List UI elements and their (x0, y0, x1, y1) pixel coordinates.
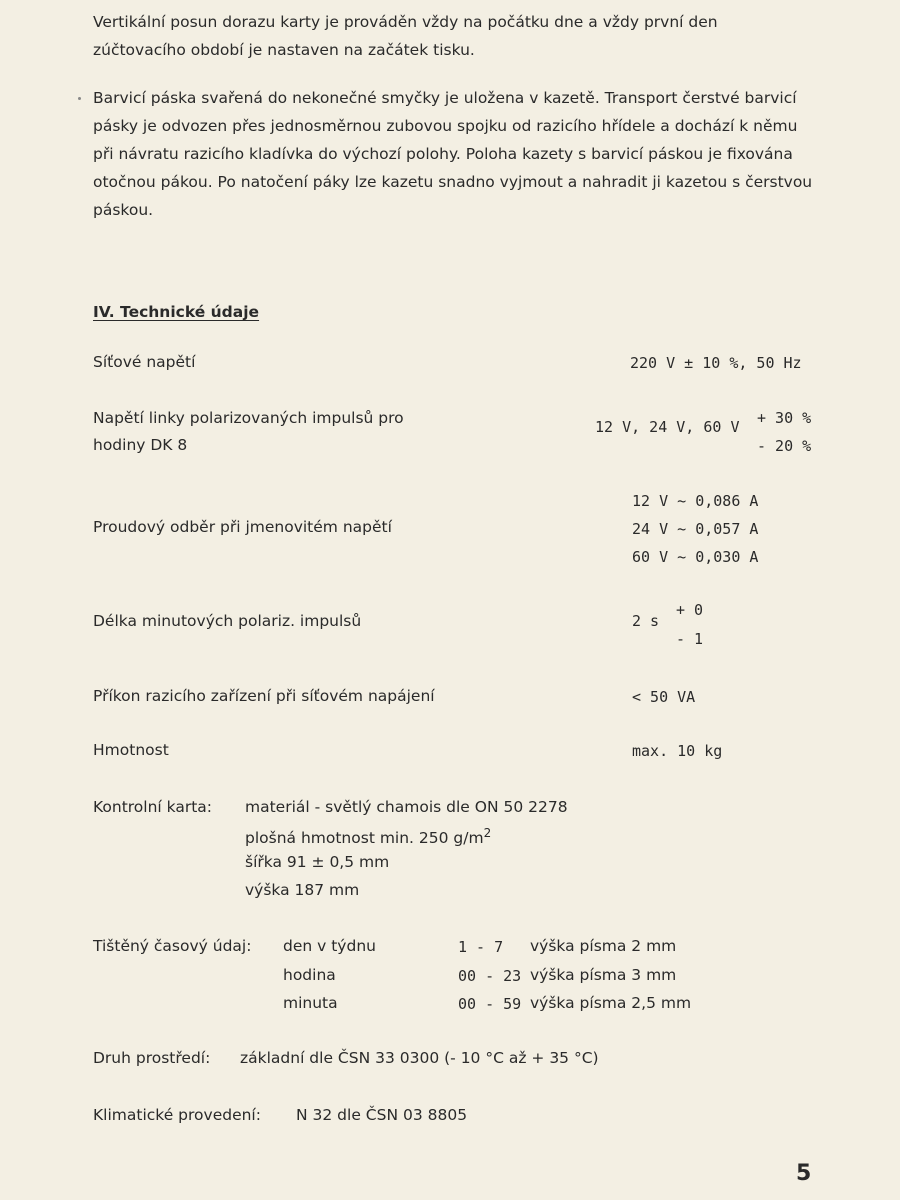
scan-speck (78, 97, 81, 100)
spec-tol-plus-length: + 0 (676, 601, 704, 619)
printed-time-label: Tištěný časový údaj: (93, 937, 252, 955)
spec-label-impulse-2: hodiny DK 8 (93, 436, 188, 454)
spec-value-weight: max. 10 kg (632, 742, 723, 760)
spec-tol-minus-impulse: - 20 % (757, 437, 812, 455)
spec-label-power: Příkon razicího zařízení při síťovém napájení (93, 687, 435, 705)
spec-value-mains: 220 V ± 10 %, 50 Hz (630, 354, 802, 372)
printed-time-field: minuta (283, 994, 338, 1012)
environment-value: základní dle ČSN 33 0300 (- 10 °C až + 35 °C) (240, 1049, 599, 1067)
spec-label-mains: Síťové napětí (93, 353, 196, 371)
environment-label: Druh prostředí: (93, 1049, 211, 1067)
spec-value-current-60v: 60 V ~ 0,030 A (632, 548, 759, 566)
spec-value-current-24v: 24 V ~ 0,057 A (632, 520, 759, 538)
spec-label-impulse-1: Napětí linky polarizovaných impulsů pro (93, 409, 404, 427)
climate-label: Klimatické provedení: (93, 1106, 261, 1124)
printed-time-font: výška písma 2,5 mm (530, 994, 692, 1012)
page-number: 5 (796, 1161, 812, 1186)
control-card-height: výška 187 mm (245, 881, 360, 899)
printed-time-field: hodina (283, 966, 336, 984)
spec-value-power: < 50 VA (632, 688, 696, 706)
printed-time-range: 1 - 7 (458, 938, 504, 956)
printed-time-font: výška písma 3 mm (530, 966, 677, 984)
spec-value-current-12v: 12 V ~ 0,086 A (632, 492, 759, 510)
spec-tol-minus-length: - 1 (676, 630, 704, 648)
paragraph-ribbon: Barvicí páska svařená do nekonečné smyčky je uložena v kazetě. Transport čerstvé barvicí pásky je odvozen přes jednosměrnou zubovou spojku od razicího hřídele a dochází k němu při návratu razicího kladívka do výchozí polohy. Poloha kazety s barvicí páskou je fixována otočnou pákou. Po natočení páky lze kazetu snadno vyjmout a nahradit ji kazetou s čerstvou páskou. (93, 89, 813, 219)
control-card-grammage-exponent: 2 (483, 826, 492, 840)
printed-time-font: výška písma 2 mm (530, 937, 677, 955)
spec-label-current: Proudový odběr při jmenovitém napětí (93, 518, 392, 536)
control-card-grammage-text: plošná hmotnost min. 250 g/m (245, 829, 484, 848)
spec-value-impulse: 12 V, 24 V, 60 V (595, 418, 740, 436)
control-card-width: šířka 91 ± 0,5 mm (245, 853, 390, 871)
spec-tol-plus-impulse: + 30 % (757, 409, 812, 427)
section-heading: IV. Technické údaje (93, 303, 260, 321)
control-card-material: materiál - světlý chamois dle ON 50 2278 (245, 798, 568, 816)
spec-label-impulse-length: Délka minutových polariz. impulsů (93, 612, 362, 630)
printed-time-range: 00 - 23 (458, 967, 522, 985)
control-card-grammage (245, 827, 491, 847)
printed-time-field: den v týdnu (283, 937, 376, 955)
printed-time-range: 00 - 59 (458, 995, 522, 1013)
climate-value: N 32 dle ČSN 03 8805 (296, 1106, 468, 1124)
control-card-label: Kontrolní karta: (93, 798, 213, 816)
paragraph-card-stop: Vertikální posun dorazu karty je prováděn vždy na počátku dne a vždy první den zúčtovacího období je nastaven na začátek tisku. (93, 13, 718, 59)
spec-value-impulse-length: 2 s (632, 612, 660, 630)
spec-label-weight: Hmotnost (93, 741, 169, 759)
